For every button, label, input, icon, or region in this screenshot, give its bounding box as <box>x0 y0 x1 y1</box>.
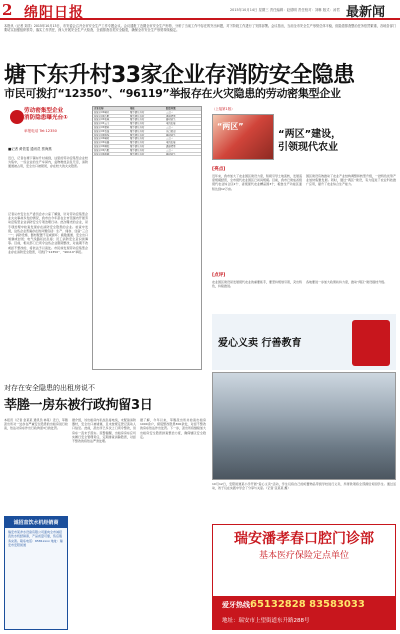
story2-headline: 莘塍一房东被行政拘留3日 <box>4 398 153 413</box>
table-cell: 电线乱接 <box>166 122 176 125</box>
table-cell: 三合一 <box>166 110 174 114</box>
story2-column-b: 据介绍，该出租房内私拉乱接电线，未配备消防器材，安全出口被堵塞，且未按规定登记流动人口信息。此前，派出所已多次上门责令整改，但房东一直未予落实。民警提醒，出租房房东应切实履行安全管理责任，定期排查消除隐患，对拒不整改的将依法严肃处理。 <box>72 418 136 444</box>
table-cell: 塘下镇东升村 <box>130 137 145 141</box>
section-title: 最新闻 <box>346 5 386 20</box>
agriculture-feature-image <box>212 114 274 160</box>
dealer-ad-body: 瑞安市某净水设备有限公司面向全市诚招直饮水机经销商，产品质量可靠，售后服务完善。联系电话：6581xxxx 地址：瑞安市安阳街道 <box>8 530 63 548</box>
dental-ad-phone-label: 爱牙热线： <box>222 601 257 609</box>
table-cell: 瑞安市XX电器 <box>94 141 110 144</box>
table-cell: 塘下镇东升村 <box>130 118 145 122</box>
table-cell: 塘下镇东升村 <box>130 144 145 148</box>
newspaper-name: 绵阳日报 <box>24 5 84 21</box>
table-cell: 塘下镇东升村 <box>130 141 145 144</box>
feature-body-2: 园区建设有效推动了农业产业结构调整和转型升级，一批特色优势产业加快集聚发展。同时，通过“两区”建设，有力促进了农业科技推广应用，提升了农业综合生产能力。 <box>306 174 396 187</box>
feature-headline: “两区”建设， 引领现代农业 <box>278 129 342 153</box>
feature-body-1: 近年来，我市加大了农业园区建设力度，积极引导土地流转，发展适度规模经营，全市现代农业园区已初具规模。目前，我市已建成省级现代农业综合区2个、省级现代农业精品园3个，粮食生产功能区面积达到12万亩。 <box>212 174 302 191</box>
comment-body-2: 各地要进一步加大政策扶持力度，推动“两区”建设提档升级。 <box>306 280 388 284</box>
table-cell: 塘下镇东升村 <box>130 133 145 137</box>
table-cell: 器材缺失 <box>166 152 176 156</box>
table-cell: 瑞安市XX包装 <box>94 129 110 133</box>
fire-safety-emblem-icon <box>10 110 24 124</box>
story2-column-c: 据了解，今年以来，莘塍派出所共检查出租房1000余户，督促整改隐患300余处，对拒不整改的房东依法作出处罚。下一步，派出所将继续加大出租房安全隐患排查整治力度，确保辖区安全稳定。 <box>140 418 206 439</box>
table-header-cell: 地址 <box>130 107 135 110</box>
dental-ad-subtitle: 基本医疗保险定点单位 <box>258 551 349 561</box>
logo-title: 劳动密集型企业 消防隐患曝光台① <box>24 108 68 121</box>
dental-ad-title: 瑞安潘孝春口腔门诊部 <box>234 531 374 547</box>
article-column-1a: 近日，记者在塘下镇东升村看到，这里的劳动密集型企业较为集中，一些企业的生产车间内，货物堆放杂乱无章，消防通道被占用，安全出口被锁闭，存在较大的火灾隐患。 <box>8 156 88 169</box>
comment-label: [点评] <box>212 273 226 278</box>
exposure-logo <box>8 106 86 144</box>
article-column-1b: 记者从市安全生产委员会办公室了解到，针对劳动密集型企业火灾事故多发的情况，我市自今年起在全市范围内开展劳动密集型企业消防安全专项治理行动。此次曝光的企业，是专项治理中检查发现存在消防安全隐患的企业。检查中发现，这些企业普遍存在的问题包括：生产、储存、住宿“三合一”；消防设施、器材配置不足或损坏；疏散通道、安全出口堵塞或封闭；电气线路私拉乱接；员工消防安全意识淡薄等。目前，相关部门已责令这些企业限期整改，对逾期不改或拒不整改的，将依法予以查处。市民如发现劳动密集型企业存在消防安全隐患，可拨打“12350”、“96119”举报。 <box>8 212 88 254</box>
story2-kicker: 对存在安全隐患的出租房说不 <box>4 384 95 392</box>
dental-ad-phone: 65132828 83583033 <box>250 599 365 610</box>
lead-paragraph: 本报讯（记者 刘洋）2015年10月13日，市安委会召开全市安全生产工作专题会议。会议通报了近期全市安全生产形势，分析了当前工作中存在的突出问题，对下阶段工作进行了安排部署。会议指出，当前全市安全生产形势总体平稳，但隐患排查整治任务依然繁重，各地各部门要切实加强组织领导，落实工作责任，深入开展安全生产大检查，全面排查各类安全隐患，确保全市安全生产形势持续稳定。 <box>4 24 396 33</box>
table-cell: 瑞安市XX塑料 <box>94 125 110 129</box>
enterprise-table <box>92 106 202 370</box>
table-cell: 出口锁闭 <box>166 129 176 133</box>
dealer-ad <box>4 516 68 630</box>
table-cell: 瑞安市XX服饰 <box>94 133 110 137</box>
highlight-label: [亮点] <box>212 167 226 172</box>
photo-story-title: 爱心义卖 行善教育 <box>218 338 302 349</box>
continued-tag: （上接第1版） <box>212 107 235 111</box>
page-number: 2 <box>2 1 13 19</box>
table-row <box>93 153 201 157</box>
table-cell: 瑞安市XX五金 <box>94 122 110 125</box>
table-cell: 塘下镇东升村 <box>130 110 145 114</box>
charity-sale-photo <box>212 372 396 480</box>
issue-meta: 2015年10月14日 星期三 责任编辑：赵德明 责任校对：刘琳 版式：汤君 <box>230 8 340 12</box>
table-cell: 三合一 <box>166 137 174 141</box>
charity-icon <box>352 320 390 366</box>
table-cell: 瑞安市XX汽配 <box>94 148 110 152</box>
main-headline: 塘下东升村33家企业存消防安全隐患 <box>4 63 355 88</box>
table-cell: 三合一 <box>166 148 174 152</box>
table-cell: 通道堵塞 <box>166 114 176 118</box>
table-cell: 器材缺失 <box>166 133 176 137</box>
dental-ad-address: 地址：瑞安市上望街道东升路288号 <box>222 618 310 624</box>
table-cell: 瑞安市XX鞋材 <box>94 137 110 141</box>
comment-body-1: 农业园区建设是发展现代农业的重要抓手，要坚持规划引领，突出特色，持续推进。 <box>212 280 302 289</box>
table-cell: 塘下镇东升村 <box>130 148 145 152</box>
table-cell: 瑞安市XX机械 <box>94 118 110 122</box>
table-cell: 瑞安市XX鞋业 <box>94 110 110 114</box>
table-cell: 塘下镇东升村 <box>130 122 145 125</box>
table-cell: 瑞安市XX印刷 <box>94 152 110 156</box>
table-cell: 塘下镇东升村 <box>130 125 145 129</box>
table-cell: 塘下镇东升村 <box>130 152 145 156</box>
table-cell: 通道堵塞 <box>166 144 176 148</box>
logo-tel: 举报电话 Tel:12350 <box>24 129 57 133</box>
table-header-cell: 企业名称 <box>94 107 104 110</box>
table-cell: 瑞安市XX橡胶 <box>94 144 110 148</box>
byline: ■记者 黄依雯 通讯员 蔡海燕 <box>8 147 52 151</box>
story2-column-a: 本报讯（记者 金某某 通讯员 林某）近日，莘塍派出所对一处存在严重安全隐患的出租房进行检查，依法对房东作出行政拘留3日的处罚。 <box>4 418 68 431</box>
table-cell: 塘下镇东升村 <box>130 114 145 118</box>
table-header-cell: 隐患问题 <box>166 107 176 110</box>
table-cell: 电线乱接 <box>166 141 176 144</box>
table-cell: 三合一 <box>166 125 174 129</box>
table-cell: 塘下镇东升村 <box>130 129 145 133</box>
dealer-ad-title: 诚招直饮水机经销商 <box>5 517 67 528</box>
table-cell: 器材缺失 <box>166 118 176 122</box>
main-subheadline: 市民可拨打“12350”、“96119”举报存在火灾隐患的劳动密集型企业 <box>4 87 341 100</box>
table-cell: 瑞安市XX汽配 <box>94 114 110 118</box>
feature-badge: “两区” <box>217 122 244 131</box>
photo-caption: 10月12日，安阳街道某小学开展“爱心义卖”活动，学生们将自己的闲置物品带到学校进行义卖，所得款项将全部捐给贫困学生。通过活动，孩子们在实践中学会了分享与关爱。（记者 张某某 摄） <box>212 482 396 491</box>
